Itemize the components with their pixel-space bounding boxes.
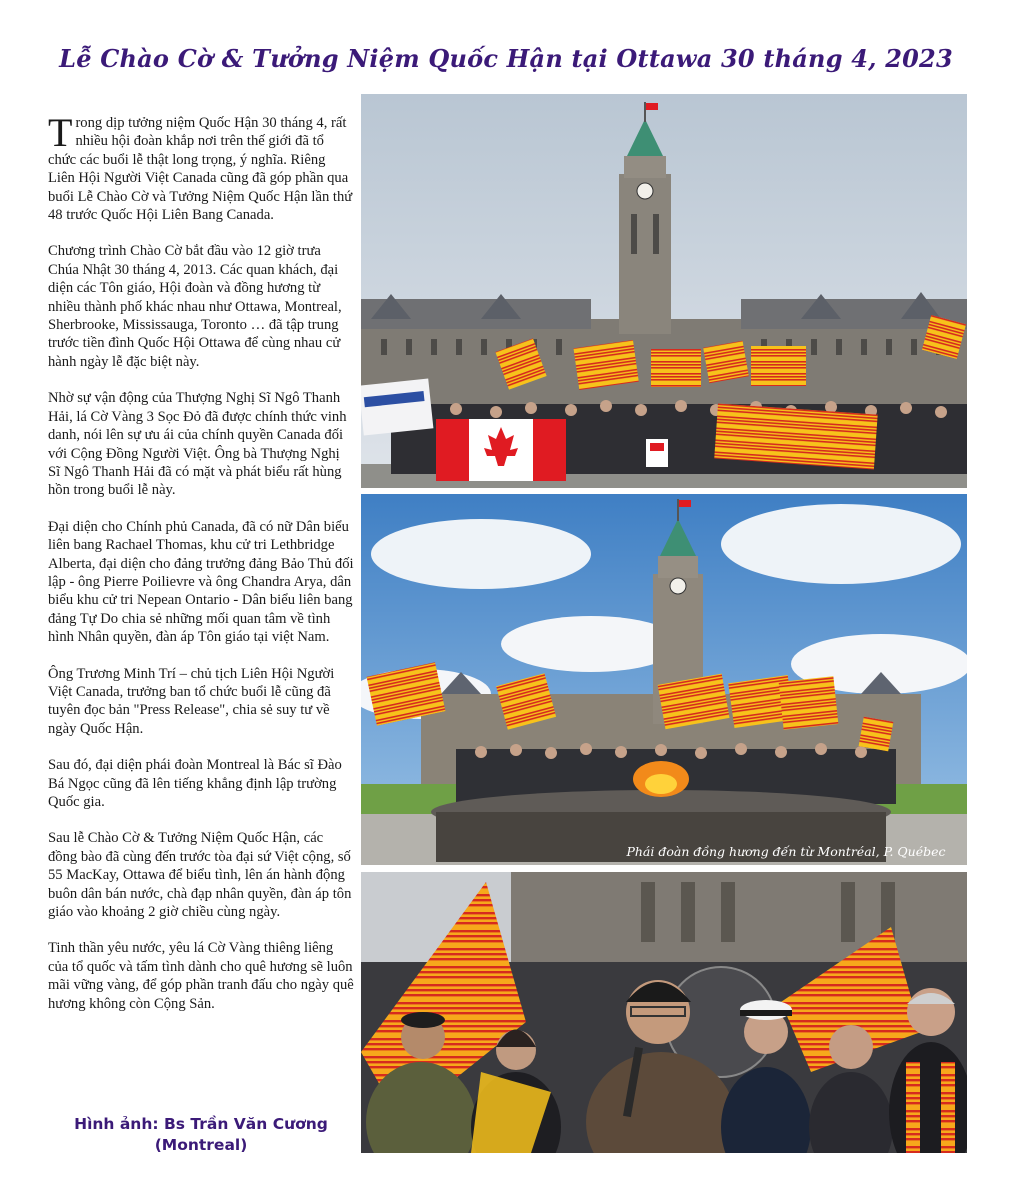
photo-speakers-image: [361, 872, 967, 1153]
photo-parliament-rally: [361, 94, 967, 488]
article-paragraph-3: Nhờ sự vận động của Thượng Nghị Sĩ Ngô Thanh Hải, lá Cờ Vàng 3 Sọc Đỏ đã được chính thức vinh danh, nói lên sự ưu ái của chính quyền Canada đối với Cộng Đồng Người Việt. Ông bà Thượng Nghị Sĩ Ngô Thanh Hải đã có mặt và phát biểu rất hùng hồn trong buổi lễ này.: [48, 390, 347, 499]
photo-parliament-rally-image: [361, 94, 967, 488]
canadian-flag: [436, 419, 566, 481]
photo-credit-location: (Montreal): [154, 1136, 248, 1154]
article-paragraph-1: [48, 110, 354, 224]
article-paragraph-6: Sau đó, đại diện phái đoàn Montreal là Bác sĩ Đào Bá Ngọc cũng đã lên tiếng khẳng định lập trường Quốc gia.: [48, 757, 342, 810]
photo-eternal-flame: [361, 494, 967, 865]
article-paragraph-4: Đại diện cho Chính phủ Canada, đã có nữ Dân biểu liên bang Rachael Thomas, khu cử tri Lethbridge Alberta, đại diện cho đảng trưởng đảng Bảo Thủ đối lập - ông Pierre Poilievre và ông Chandra Arya, dân biểu khu cử tri Nepean Ontario - Dân biểu liên bang đảng Tự Do chia sẻ những mối quan tâm về tình hình Nhân quyền, đàn áp Tôn giáo tại việt Nam.: [48, 518, 354, 646]
photo-speakers: [361, 872, 967, 1153]
photo-credit: [48, 1114, 354, 1156]
paragraph-text: rong dịp tưởng niệm Quốc Hận 30 tháng 4, rất nhiều hội đoàn khắp nơi trên thế giới đã tổ chức các buổi lễ thật long trọng, ý nghĩa. Riêng Liên Hội Người Việt Canada cũng đã góp phần qua buổi Lễ Chào Cờ và Tưởng Niệm Quốc Hận lần thứ 48 trước Quốc Hội Liên Bang Canada.: [48, 115, 353, 224]
photo-caption: Phái đoàn đồng hương đến từ Montréal, P. Québec: [626, 844, 946, 859]
article-paragraph-2: Chương trình Chào Cờ bắt đầu vào 12 giờ trưa Chúa Nhật 30 tháng 4, 2013. Các quan khách, đại diện các Tôn giáo, Hội đoàn và đồng hương từ nhiều thành phố khác nhau như Ottawa, Montreal, Sherbrooke, Mississauga, Toronto … đã tập trung trước tiền đình Quốc Hội Ottawa để cùng nhau cử hành ngày lễ đặc biệt này.: [48, 243, 342, 370]
article-body: [48, 110, 354, 1031]
photo-credit-line: Hình ảnh: Bs Trần Văn Cương: [74, 1115, 328, 1133]
article-paragraph-5: Ông Trương Minh Trí – chủ tịch Liên Hội Người Việt Canada, trưởng ban tổ chức buổi lễ cũng đã tuyên đọc bản "Press Release", chia sẻ suy tư về ngày Quốc Hận.: [48, 665, 335, 737]
article-paragraph-8: Tinh thần yêu nước, yêu lá Cờ Vàng thiêng liêng của tổ quốc và tấm tình dành cho quê hương sẽ luôn mãi vững vàng, để góp phần tranh đấu cho ngày quê hương không còn Cộng Sản.: [48, 940, 354, 1012]
article-paragraph-7: Sau lễ Chào Cờ & Tưởng Niệm Quốc Hận, các đồng bào đã cùng đến trước tòa đại sứ Việt cộng, số 55 MacKay, Ottawa để biểu tình, lên án hành động buôn dân bán nước, chà đạp nhân quyền, đàn áp tôn giáo vào khoảng 2 giờ chiều cùng ngày.: [48, 830, 352, 921]
drop-cap: T: [48, 110, 73, 155]
page-title: Lễ Chào Cờ & Tưởng Niệm Quốc Hận tại Ottawa 30 tháng 4, 2023: [59, 44, 953, 73]
photo-eternal-flame-image: [361, 494, 967, 865]
